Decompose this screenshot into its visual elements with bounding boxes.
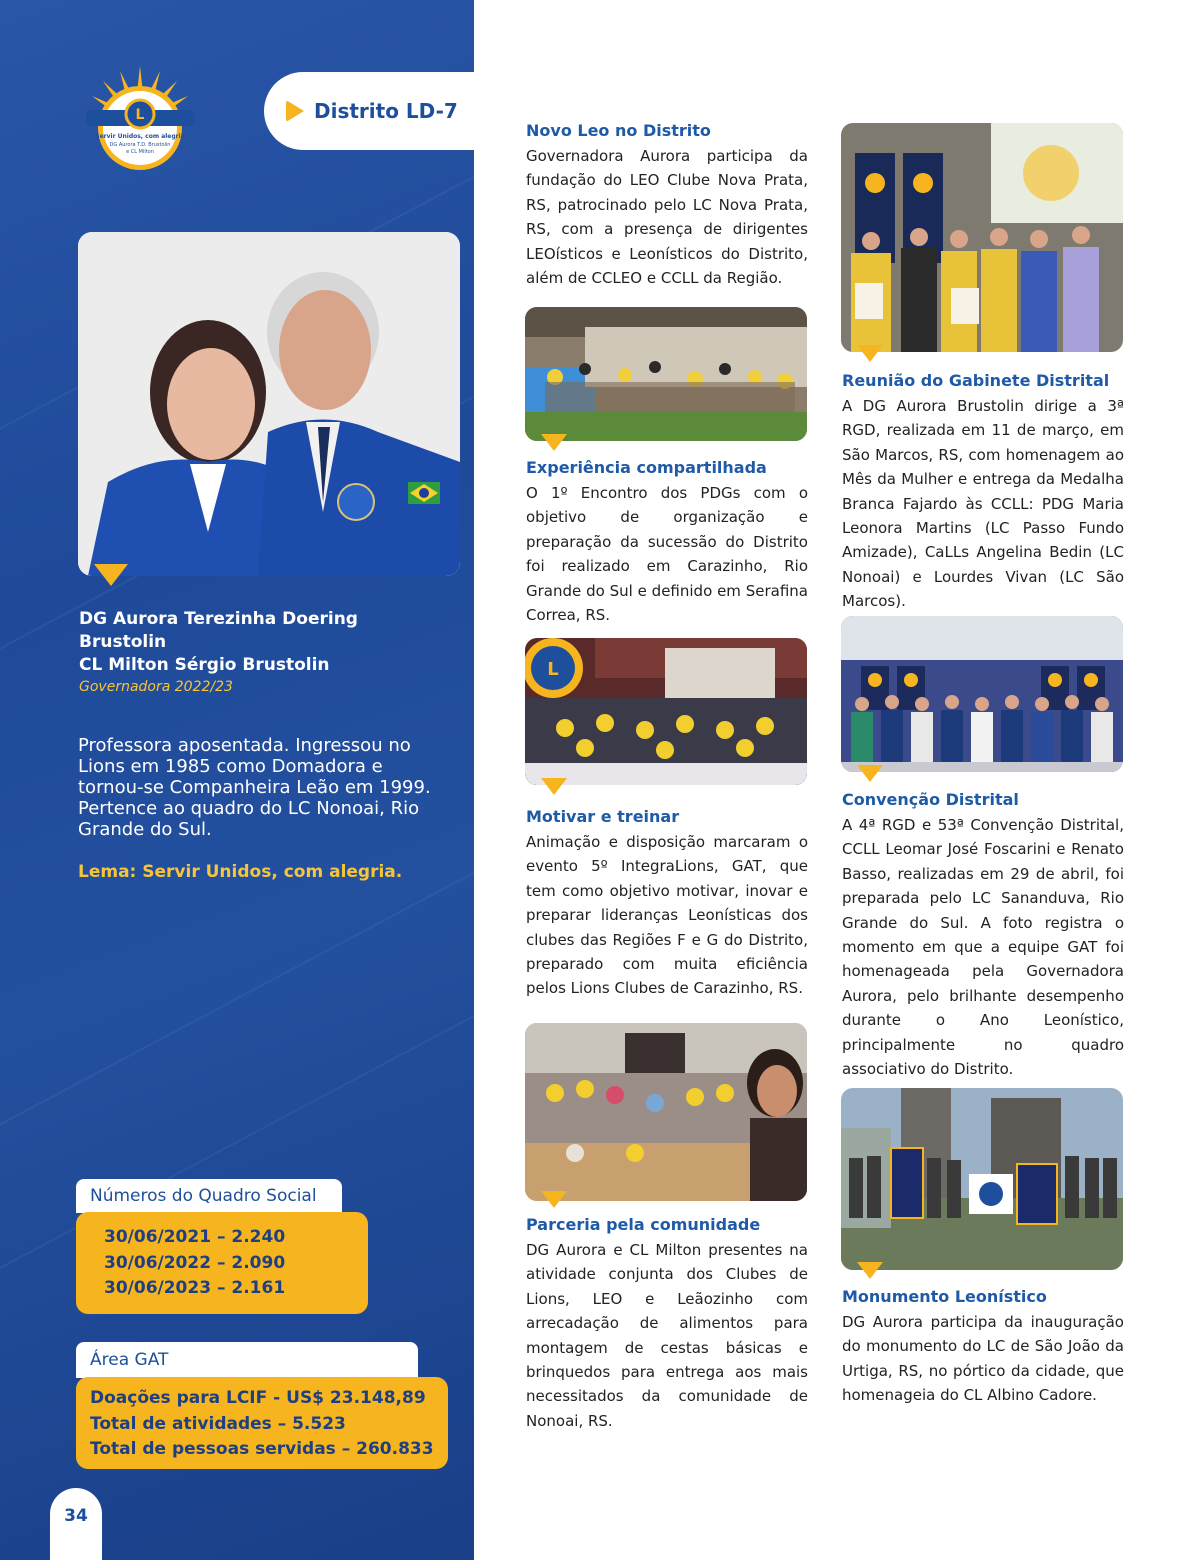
governor-portrait [78,232,460,576]
governor-names [79,608,459,677]
photo-marker-icon [541,434,567,451]
membership-box [76,1212,368,1314]
membership-line: 30/06/2021 – 2.240 [104,1227,286,1247]
governor-name-line: DG Aurora Terezinha Doering [79,609,358,629]
governor-bio: Professora aposentada. Ingressou no Lions em 1985 como Domadora e tornou-se Companheira Leão em 1999. Pertence ao quadro do LC Nonoai, Rio Grande do Sul. [78,735,431,840]
play-icon [286,100,304,122]
district-label: Distrito LD-7 [314,99,458,123]
governor-motto: Lema: Servir Unidos, com alegria. [78,862,403,882]
article-body: DG Aurora participa da inauguração do monumento do LC de São João da Urtiga, RS, no pórtico da cidade, que homenageia do CL Albino Cadore. [842,1313,1124,1405]
gat-line: Total de pessoas servidas – 260.833 [90,1439,434,1459]
photo-marker-icon [857,1262,883,1279]
article-body: Animação e disposição marcaram o evento 5º IntegraLions, GAT, que tem como objetivo motivar, inovar e preparar lideranças Leonísticas dos clubes das Regiões F e G do Distrito, preparado com muita eficiência pelos Lions Clubes de Carazinho, RS. [526,833,808,998]
article-body: A 4ª RGD e 53ª Convenção Distrital, CCLL Leomar José Foscarini e Renato Basso, realizadas em 29 de abril, foi preparada pelo LC Sananduva, Rio Grande do Sul. A foto registra o momento em que a equipe GAT foi homenageada pela Governadora Aurora, pelo brilhante desempenho durante o Ano Leonístico, principalmente no quadro associativo do Distrito. [842,816,1124,1079]
article-body: Governadora Aurora participa da fundação do LEO Clube Nova Prata, RS, patrocinado pelo LC Nova Prata, RS, com a presença de dirigentes LEOísticos e Leonísticos do Distrito, além de CCLEO e CCLL da Região. [526,147,808,288]
svg-text:DG Aurora T.D. Brustolin: DG Aurora T.D. Brustolin [109,142,171,148]
article-title: Parceria pela comunidade [526,1215,761,1234]
svg-text:L: L [547,659,559,680]
gat-line: Doações para LCIF - US$ 23.148,89 [90,1388,426,1408]
article-title: Reunião do Gabinete Distrital [842,371,1110,390]
photo-cabinet-meeting [841,123,1123,352]
article-title: Motivar e treinar [526,807,680,826]
photo-marker-icon [857,345,883,362]
governor-role: Governadora 2022/23 [79,679,233,695]
district-governor-logo [84,62,196,174]
membership-line: 30/06/2022 – 2.090 [104,1252,286,1273]
photo-community-donation [525,1023,807,1201]
article-title: Experiência compartilhada [526,458,767,477]
article-title: Novo Leo no Distrito [526,121,711,140]
gat-box [76,1377,448,1469]
gat-title: Área GAT [76,1342,418,1378]
svg-text:L: L [135,107,145,123]
page-number: 34 [50,1488,102,1568]
article-title: Monumento Leonístico [842,1287,1047,1306]
article-body: DG Aurora e CL Milton presentes na atividade conjunta dos Clubes de Lions, LEO e Leãozinho com arrecadação de alimentos para montagem de cestas básicas e brinquedos para entrega aos mais necessitados da comunidade de Nonoai, RS. [526,1241,808,1430]
photo-marker-icon [541,778,567,795]
gat-line: Total de atividades – 5.523 [90,1413,346,1434]
photo-marker-icon [857,765,883,782]
membership-title: Números do Quadro Social [76,1179,342,1213]
photo-integralions-event [525,638,807,785]
svg-text:Servir Unidos, com alegria: Servir Unidos, com alegria [95,133,185,140]
partner-name: CL Milton Sérgio Brustolin [79,655,330,675]
photo-marker-icon [541,1191,567,1208]
membership-line: 30/06/2023 – 2.161 [104,1278,286,1298]
governor-name-line: Brustolin [79,632,167,652]
article-body: A DG Aurora Brustolin dirige a 3ª RGD, realizada em 11 de março, em São Marcos, RS, com homenagem ao Mês da Mulher e entrega da Medalha Branca Fajardo às CCLL: PDG Maria Leonora Martins (LC Passo Fundo Amizade), CaLLs Angelina Bedin (LC Nonoai) e Lourdes Vivan (LC São Marcos). [842,397,1124,611]
svg-text:e CL Milton: e CL Milton [126,149,154,155]
district-tab [264,72,478,150]
article-body: O 1º Encontro dos PDGs com o objetivo de organização e preparação da sucessão do Distrito foi realizado em Carazinho, Rio Grande do Sul e definido em Serafina Correa, RS. [526,484,808,625]
article-title: Convenção Distrital [842,790,1019,809]
photo-marker-icon [94,564,128,586]
photo-district-convention [841,616,1123,772]
photo-leo-club-group [525,307,807,441]
photo-lions-monument [841,1088,1123,1270]
